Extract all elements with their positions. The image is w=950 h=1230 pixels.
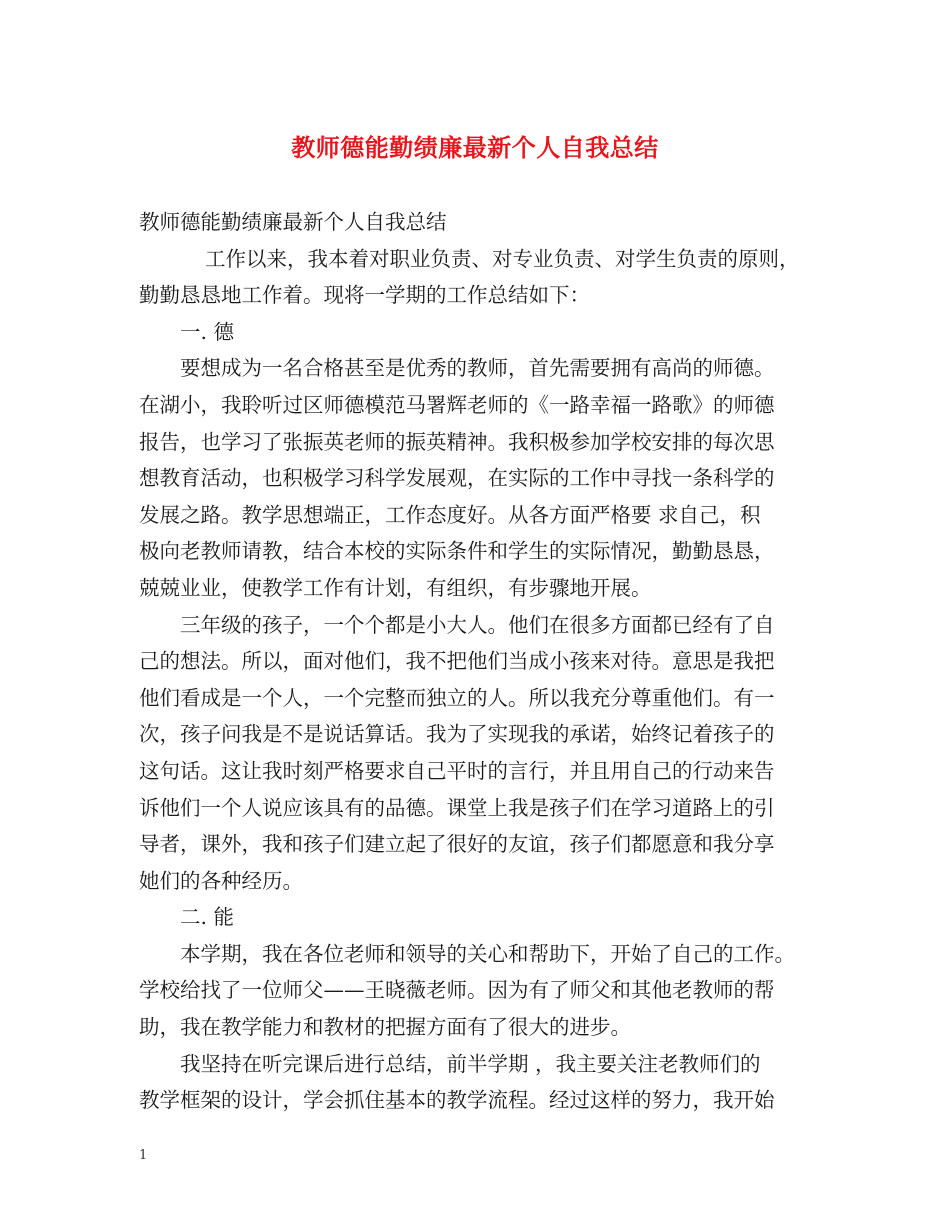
text-line: 在湖小，我聆听过区师德模范马署辉老师的《一路幸福一路歌》的师德 (139, 392, 775, 417)
text-line: 报告，也学习了张振英老师的振英精神。我积极参加学校安排的每次思 (139, 429, 775, 454)
text-line: 导者，课外，我和孩子们建立起了很好的友谊，孩子们都愿意和我分享 (139, 832, 775, 857)
text-line: 他们看成是一个人，一个完整而独立的人。所以我充分尊重他们。有一 (139, 685, 775, 710)
document-body (139, 204, 839, 1119)
text-line: 极向老教师请教，结合本校的实际条件和学生的实际情况，勤勤恳恳， (139, 539, 775, 564)
text-line: 发展之路。教学思想端正，工作态度好。从各方面严格要 求自己，积 (139, 502, 761, 527)
text-line: 二. 能 (180, 905, 235, 930)
text-line: 这句话。这让我时刻严格要求自己平时的言行，并且用自己的行动来告 (139, 758, 775, 783)
document-title: 教师德能勤绩廉最新个人自我总结 (291, 133, 659, 162)
text-line: 诉他们一个人说应该具有的品德。课堂上我是孩子们在学习道路上的引 (139, 795, 775, 820)
text-line: 助，我在教学能力和教材的把握方面有了很大的进步。 (139, 1015, 631, 1040)
text-line: 教学框架的设计，学会抓住基本的教学流程。经过这样的努力，我开始 (139, 1088, 775, 1113)
text-line: 一. 德 (180, 319, 235, 344)
text-line: 工作以来，我本着对职业负责、对专业负责、对学生负责的原则， (205, 246, 800, 271)
text-line: 次，孩子问我是不是说话算话。我为了实现我的承诺，始终记着孩子的 (139, 722, 775, 747)
text-line: 三年级的孩子，一个个都是小大人。他们在很多方面都已经有了自 (180, 612, 775, 637)
text-line: 想教育活动，也积极学习科学发展观，在实际的工作中寻找一条科学的 (139, 466, 775, 491)
text-line: 己的想法。所以，面对他们，我不把他们当成小孩来对待。意思是我把 (139, 649, 775, 674)
text-line: 教师德能勤绩廉最新个人自我总结 (139, 210, 447, 234)
text-line: 要想成为一名合格甚至是优秀的教师，首先需要拥有高尚的师德。 (180, 356, 775, 381)
text-line: 我坚持在听完课后进行总结，前半学期 ，我主要关注老教师们的 (180, 1051, 761, 1076)
text-line: 勤勤恳恳地工作着。现将一学期的工作总结如下： (139, 283, 590, 308)
page-number: 1 (139, 1148, 148, 1163)
text-line: 兢兢业业，使教学工作有计划，有组织，有步骤地开展。 (139, 575, 652, 600)
text-line: 本学期，我在各位老师和领导的关心和帮助下，开始了自己的工作。 (180, 941, 795, 966)
text-line: 她们的各种经历。 (139, 868, 303, 893)
text-line: 学校给找了一位师父——王晓薇老师。因为有了师父和其他老教师的帮 (139, 978, 775, 1003)
